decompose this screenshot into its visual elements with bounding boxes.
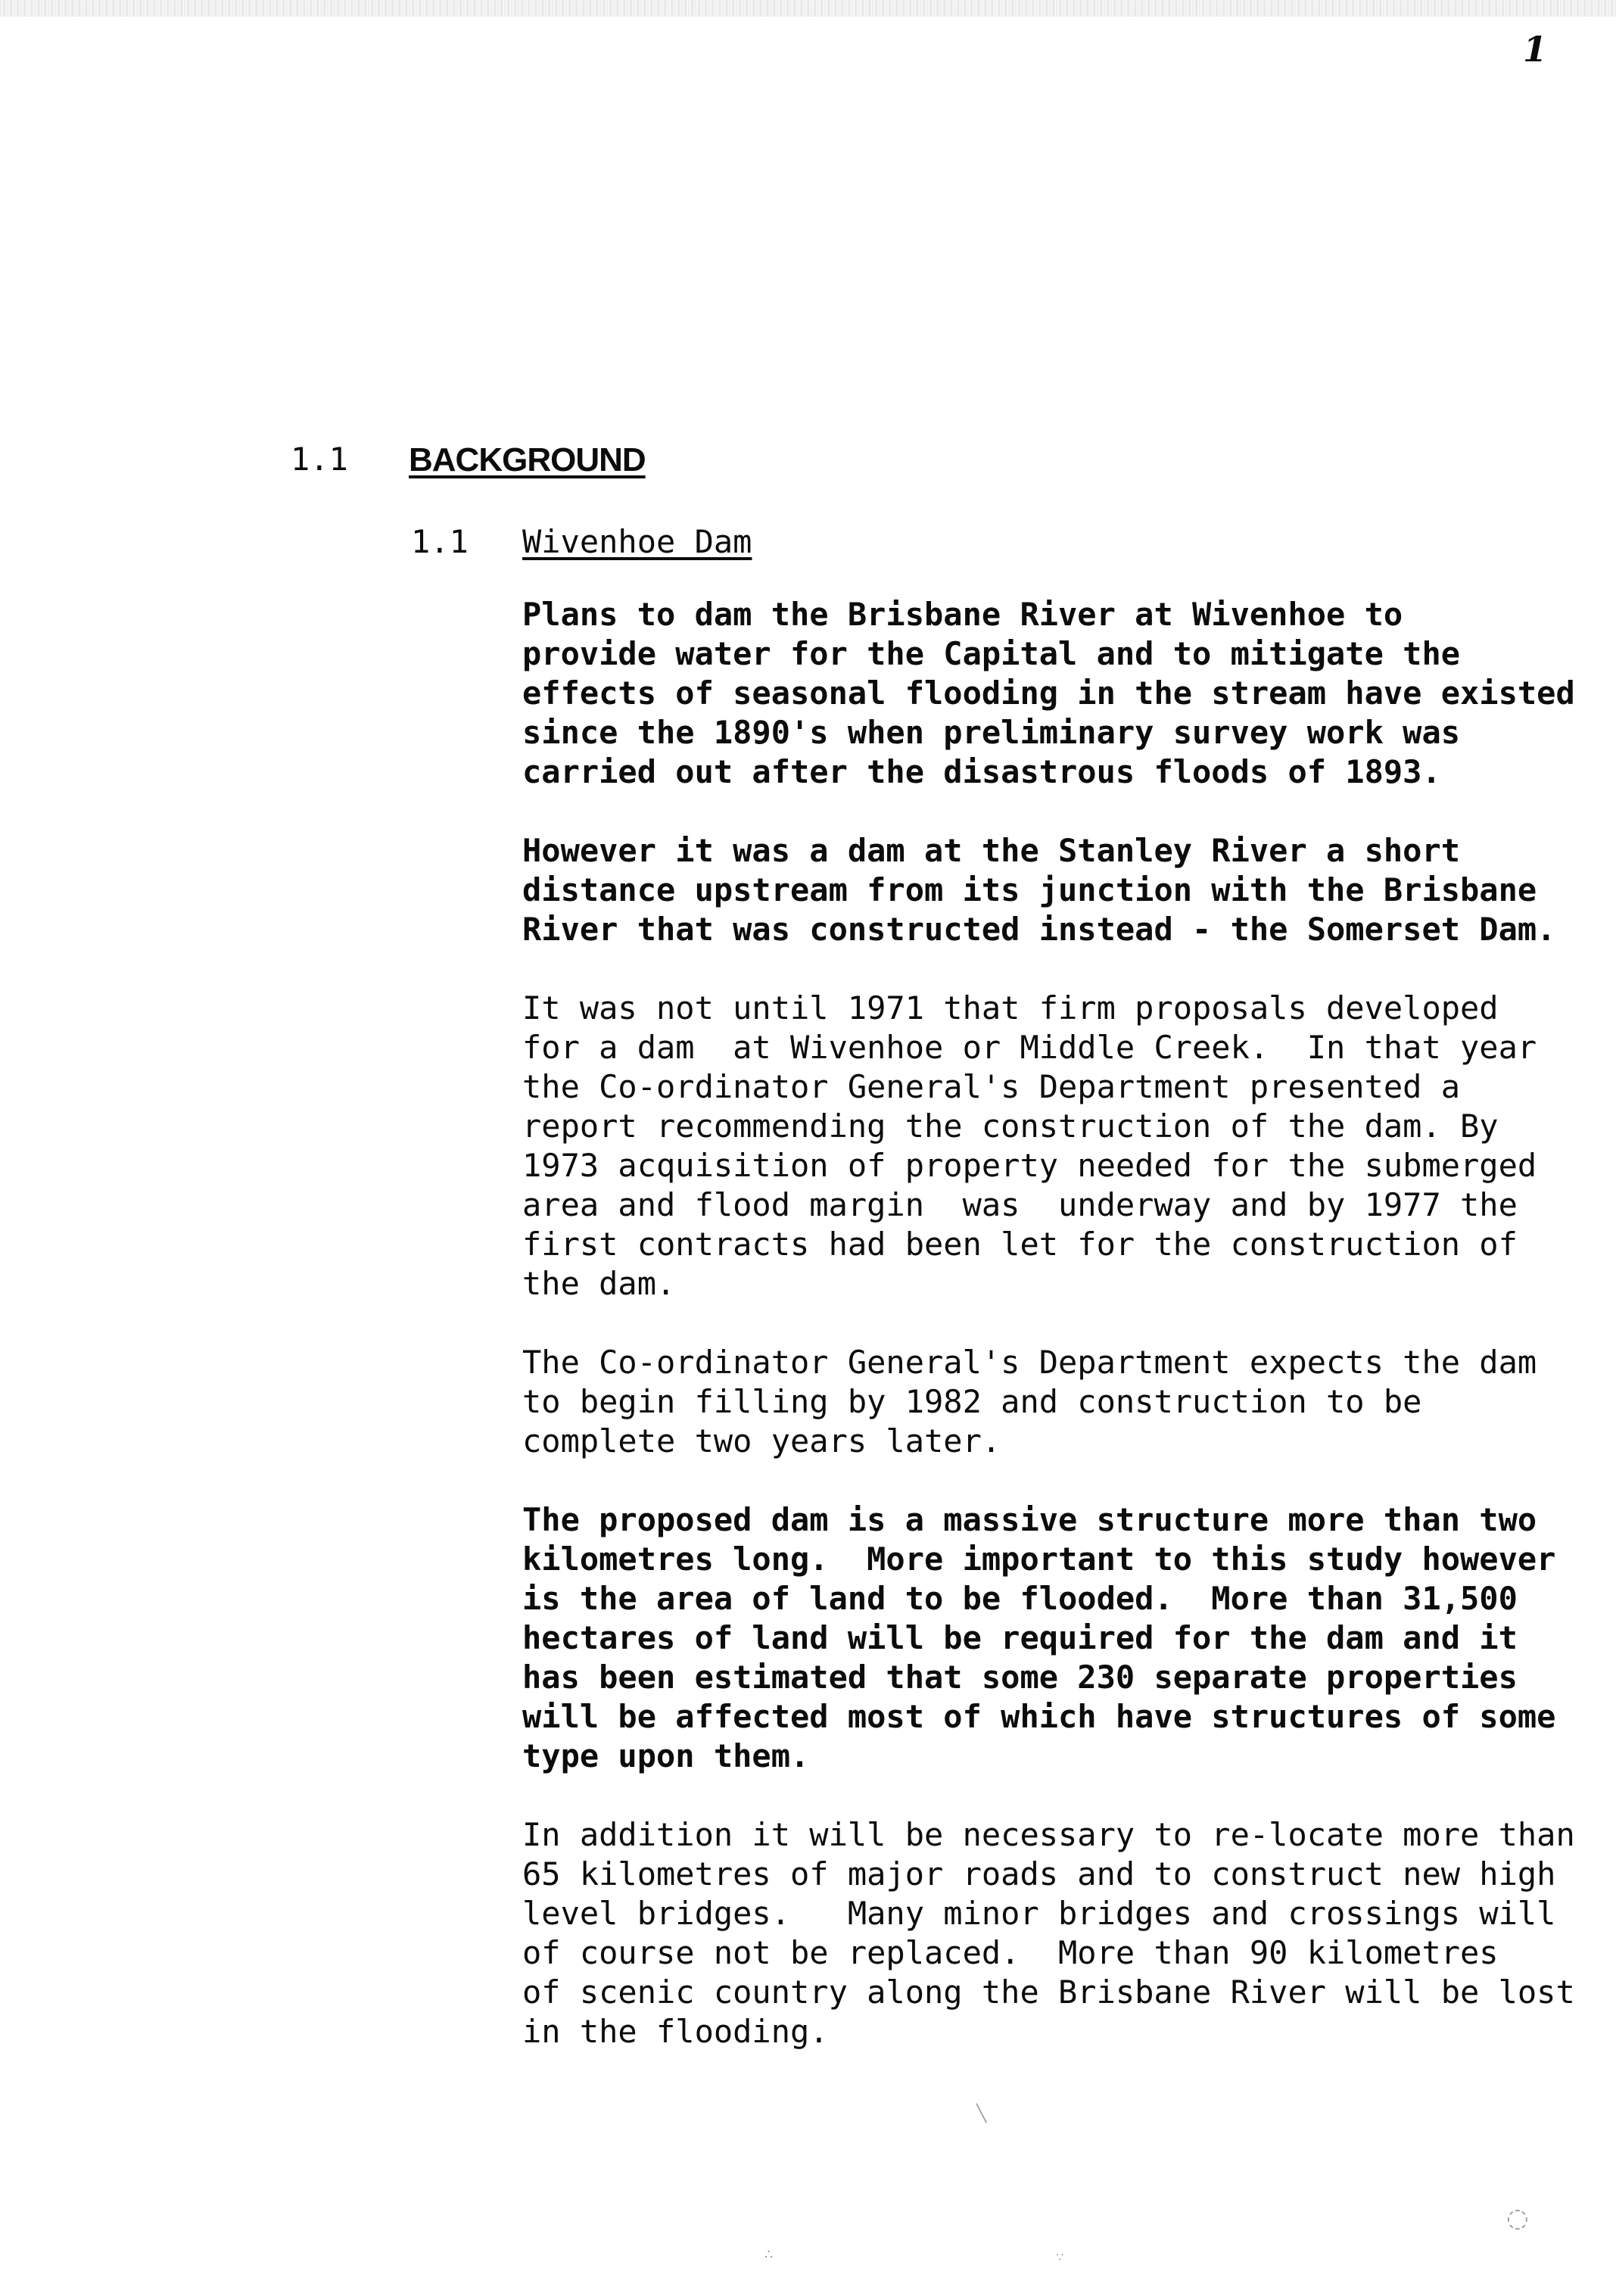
paragraph-line: will be affected most of which have structures of some: [522, 1698, 1556, 1735]
scan-speck: ∵: [1056, 2250, 1064, 2264]
paragraph-line: report recommending the construction of the dam. By: [522, 1108, 1499, 1145]
paragraph-line: 1973 acquisition of property needed for the submerged: [522, 1147, 1537, 1184]
paragraph-line: type upon them.: [522, 1737, 810, 1774]
scan-speck: ◌: [1506, 2203, 1529, 2233]
paragraph-line: The proposed dam is a massive structure more than two: [522, 1501, 1537, 1538]
paragraph-line: complete two years later.: [522, 1422, 1001, 1460]
paragraph-line: of course not be replaced. More than 90 kilometres: [522, 1934, 1499, 1971]
paragraph-line: However it was a dam at the Stanley River a short: [522, 832, 1461, 869]
paragraph-line: kilometres long. More important to this study however: [522, 1541, 1556, 1578]
paragraph-line: carried out after the disastrous floods of 1893.: [522, 753, 1441, 790]
paragraph-line: level bridges. Many minor bridges and crossings will: [522, 1895, 1556, 1932]
paragraph-2: [522, 831, 1597, 949]
section-heading: BACKGROUND: [409, 441, 646, 478]
paragraph-4: [522, 1343, 1597, 1461]
paragraph-line: 65 kilometres of major roads and to construct new high: [522, 1855, 1556, 1893]
paragraph-line: is the area of land to be flooded. More than 31,500: [522, 1580, 1518, 1617]
paragraph-line: It was not until 1971 that firm proposals developed: [522, 989, 1499, 1027]
paragraph-line: to begin filling by 1982 and construction to be: [522, 1383, 1422, 1420]
paragraph-line: for a dam at Wivenhoe or Middle Creek. In that year: [522, 1029, 1537, 1066]
subsection-number: 1.1: [411, 523, 469, 560]
paragraph-line: has been estimated that some 230 separate properties: [522, 1659, 1518, 1696]
section-number: 1.1: [291, 441, 348, 478]
paragraph-5: [522, 1500, 1597, 1776]
paragraph-6: [522, 1815, 1597, 2051]
paragraph-line: the Co-ordinator General's Department presented a: [522, 1068, 1461, 1105]
scan-speck: ╲: [976, 2104, 987, 2123]
paragraph-line: Plans to dam the Brisbane River at Wivenhoe to: [522, 596, 1403, 633]
paragraph-line: in the flooding.: [522, 2013, 829, 2050]
paragraph-line: of scenic country along the Brisbane River will be lost: [522, 1974, 1575, 2011]
page-number: 1: [1523, 29, 1548, 70]
paragraph-line: first contracts had been let for the construction of: [522, 1226, 1518, 1263]
scan-speck: ∴: [764, 2247, 774, 2263]
subsection-heading: Wivenhoe Dam: [522, 523, 752, 560]
paragraph-line: the dam.: [522, 1265, 676, 1302]
paragraph-line: distance upstream from its junction with the Brisbane: [522, 871, 1537, 908]
paragraph-line: In addition it will be necessary to re-locate more than: [522, 1816, 1575, 1853]
paragraph-3: [522, 989, 1597, 1304]
paragraph-line: effects of seasonal flooding in the stream have existed: [522, 674, 1575, 712]
paragraph-line: River that was constructed instead - the Somerset Dam.: [522, 911, 1556, 948]
scan-edge-noise: [0, 0, 1616, 17]
paragraph-line: The Co-ordinator General's Department expects the dam: [522, 1344, 1537, 1381]
paragraph-1: [522, 595, 1597, 792]
paragraph-line: hectares of land will be required for the dam and it: [522, 1619, 1518, 1656]
paragraph-line: since the 1890's when preliminary survey work was: [522, 714, 1461, 751]
paragraph-line: area and flood margin was underway and by 1977 the: [522, 1186, 1518, 1223]
paragraph-line: provide water for the Capital and to mitigate the: [522, 635, 1461, 672]
